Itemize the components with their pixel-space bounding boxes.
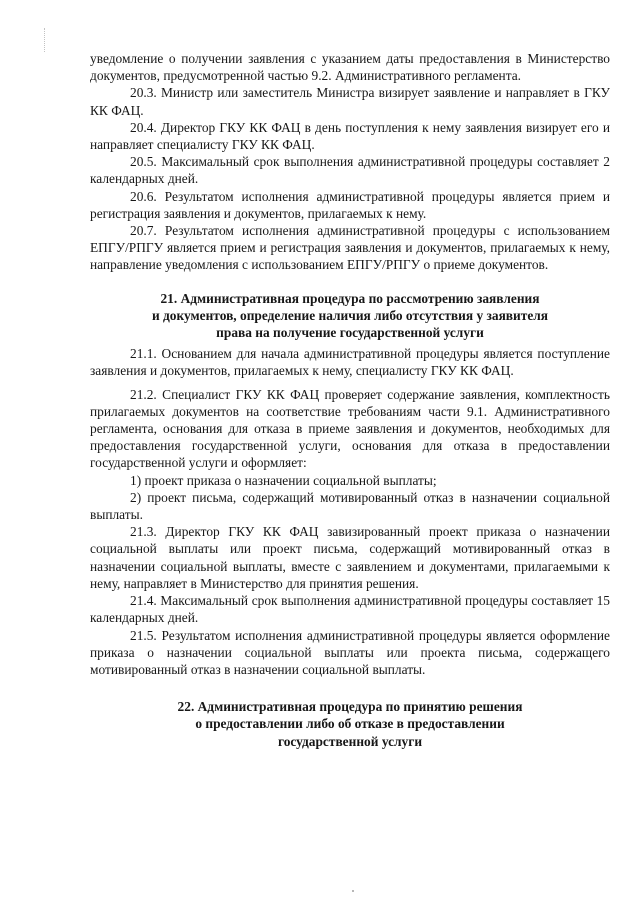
paragraph-20-6: 20.6. Результатом исполнения административной процедуры является прием и регистрация заявления и документов, прилагаемых к нему. bbox=[90, 188, 610, 221]
paragraph-20-2-continuation: уведомление о получении заявления с указанием даты предоставления в Министерство документов, предусмотренной частью 9.2. Административного регламента. bbox=[90, 51, 610, 84]
section-22-heading-line: 22. Административная процедура по принятию решения bbox=[177, 699, 523, 715]
paragraph-20-4: 20.4. Директор ГКУ КК ФАЦ в день поступления к нему заявления визирует его и направляет специалисту ГКУ КК ФАЦ. bbox=[90, 119, 610, 153]
list-item-2: 2) проект письма, содержащий мотивированный отказ в назначении социальной выплаты. bbox=[90, 489, 610, 523]
document-page bbox=[90, 50, 610, 750]
section-22-heading-line: государственной услуги bbox=[277, 733, 423, 749]
paragraph-21-4: 21.4. Максимальный срок выполнения административной процедуры составляет 15 календарных дней. bbox=[90, 593, 610, 626]
list-item-1: 1) проект приказа о назначении социальной выплаты; bbox=[130, 472, 437, 488]
section-22-heading bbox=[90, 698, 610, 750]
scan-edge-mark bbox=[44, 28, 51, 52]
paragraph-21-5: 21.5. Результатом исполнения административной процедуры является оформление приказа о назначении социальной выплаты или проекта письма, содержащего мотивированный отказ в назначении социальной выплаты. bbox=[90, 627, 610, 677]
paragraph-21-1: 21.1. Основанием для начала административной процедуры является поступление заявления и документов, прилагаемых к нему, специалисту ГКУ КК ФАЦ. bbox=[90, 346, 610, 379]
section-21-heading-line: права на получение государственной услуги bbox=[216, 325, 484, 341]
scan-speck bbox=[352, 890, 354, 892]
paragraph-21-3: 21.3. Директор ГКУ КК ФАЦ завизированный проект приказа о назначении социальной выплаты или проект письма, содержащий мотивированный отказ в назначении социальной выплаты, вместе с заявлением и документами, прилагаемыми к нему, направляет в Министерство для принятия решения. bbox=[90, 524, 610, 591]
section-21-heading-line: 21. Административная процедура по рассмотрению заявления bbox=[160, 290, 540, 306]
section-21-heading-line: и документов, определение наличия либо отсутствия у заявителя bbox=[151, 307, 549, 323]
paragraph-20-7: 20.7. Результатом исполнения административной процедуры с использованием ЕПГУ/РПГУ является прием и регистрация заявления и документов, прилагаемых к нему, направление уведомления с использованием ЕПГУ/РПГУ о приеме документов. bbox=[90, 223, 610, 273]
paragraph-21-2: 21.2. Специалист ГКУ КК ФАЦ проверяет содержание заявления, комплектность прилагаемых документов на соответствие требованиям части 9.1. Административного регламента, основания для отказа в приеме заявления и документов, необходимых для предоставления государственной услуги, основания для отказа в предоставлении государственной услуги и оформляет: bbox=[90, 386, 610, 471]
paragraph-20-5: 20.5. Максимальный срок выполнения административной процедуры составляет 2 календарных дней. bbox=[90, 154, 610, 187]
section-21-heading bbox=[90, 290, 610, 342]
paragraph-20-3: 20.3. Министр или заместитель Министра визирует заявление и направляет в ГКУ КК ФАЦ. bbox=[90, 85, 610, 118]
section-22-heading-line: о предоставлении либо об отказе в предоставлении bbox=[195, 716, 505, 732]
